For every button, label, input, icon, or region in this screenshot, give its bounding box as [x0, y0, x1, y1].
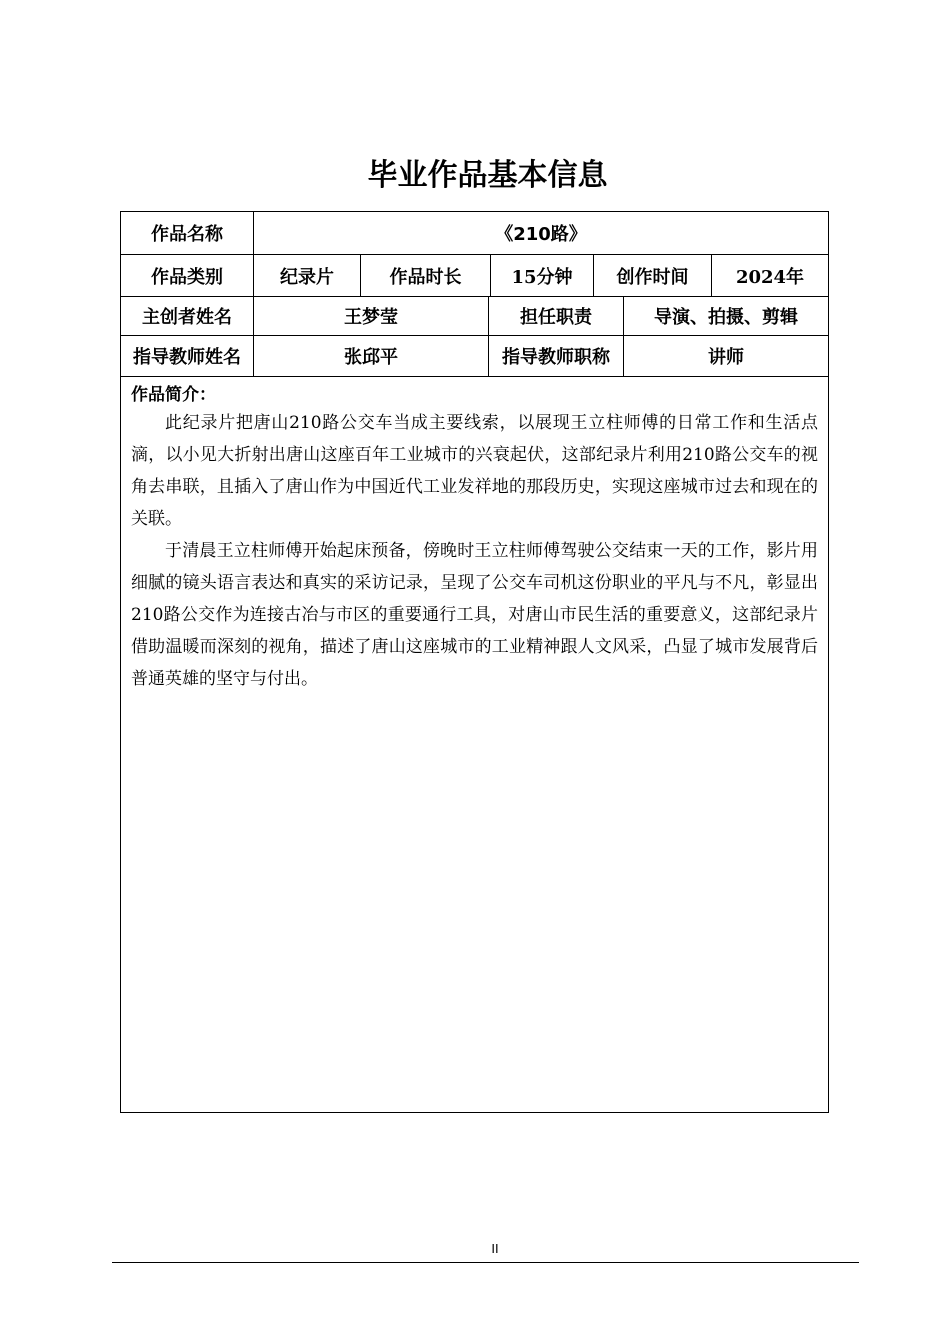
created-label: 创作时间: [593, 254, 712, 297]
summary-heading: 作品简介：: [131, 385, 216, 405]
advisor-title-label: 指导教师职称: [488, 335, 624, 377]
author-label: 主创者姓名: [120, 296, 254, 336]
duration-label: 作品时长: [360, 254, 491, 297]
created-value: 2024年: [711, 254, 829, 297]
advisor-value: 张邱平: [253, 335, 489, 377]
summary-cell: [120, 376, 829, 1113]
category-label: 作品类别: [120, 254, 254, 297]
advisor-title-value: 讲师: [623, 335, 829, 377]
role-label: 担任职责: [488, 296, 624, 336]
summary-paragraph: 于清晨王立柱师傅开始起床预备，傍晚时王立柱师傅驾驶公交结束一天的工作，影片用细腻的镜头语言表达和真实的采访记录，呈现了公交车司机这份职业的平凡与不凡，彰显出210路公交作为连接古冶与市区的重要通行工具，对唐山市民生活的重要意义，这部纪录片借助温暖而深刻的视角，描述了唐山这座城市的工业精神跟人文风采，凸显了城市发展背后普通英雄的坚守与付出。: [131, 541, 818, 689]
work-name-value: 《210路》: [253, 211, 829, 255]
advisor-label: 指导教师姓名: [120, 335, 254, 377]
page-number: II: [491, 1241, 499, 1256]
duration-value: 15分钟: [490, 254, 594, 297]
role-value: 导演、拍摄、剪辑: [623, 296, 829, 336]
footer-divider: [112, 1262, 859, 1263]
author-value: 王梦莹: [253, 296, 489, 336]
summary-paragraph: 此纪录片把唐山210路公交车当成主要线索，以展现王立柱师傅的日常工作和生活点滴，以小见大折射出唐山这座百年工业城市的兴衰起伏，这部纪录片利用210路公交车的视角去串联，且插入了唐山作为中国近代工业发祥地的那段历史，实现这座城市过去和现在的关联。: [131, 413, 818, 529]
work-name-label: 作品名称: [120, 211, 254, 255]
page-title: 毕业作品基本信息: [367, 158, 608, 193]
category-value: 纪录片: [253, 254, 361, 297]
